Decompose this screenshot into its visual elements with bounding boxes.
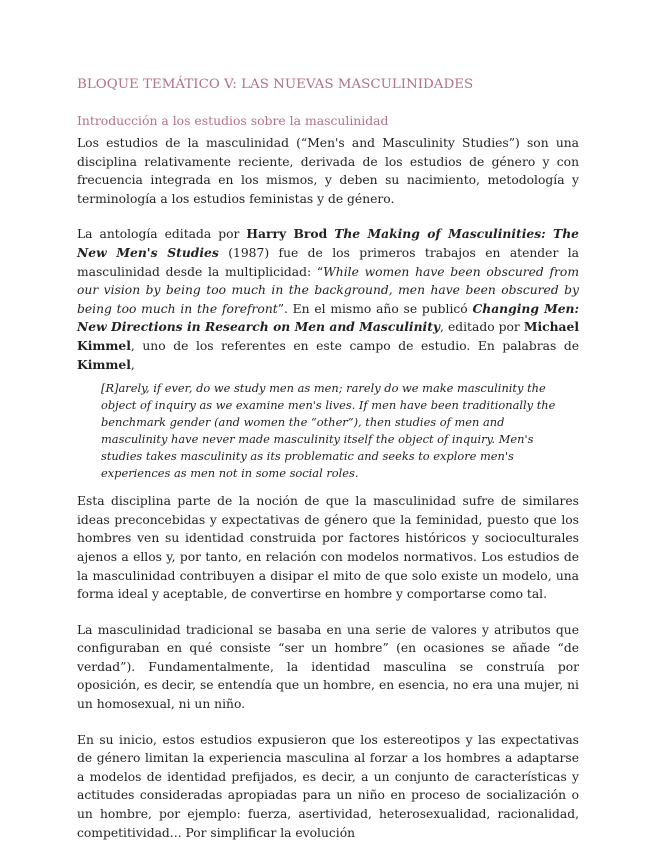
book-title-kimmel: Changing Men: New Directions in Research on Men and Masculinity <box>77 300 579 335</box>
block-quote: [R]arely, if ever, do we study men as men; rarely do we make masculinity the object of inquiry as we examine men's lives. If men have been traditionally the benchmark gender (and women the “other”), then studies of men and masculinity have never made masculinity itself the object of inquiry. Men's studies takes masculinity as its problematic and seeks to explore men's experiences as men not in some social roles. <box>101 381 556 481</box>
section-heading: BLOQUE TEMÁTICO V: LAS NUEVAS MASCULINIDADES <box>77 77 474 92</box>
author-brod: Harry Brod <box>246 226 328 242</box>
text-run: , <box>130 357 135 372</box>
paragraph-anthology <box>77 225 579 374</box>
paragraph-intro: Los estudios de la masculinidad (“Men's and Masculinity Studies”) son una disciplina relativamente reciente, derivada de los estudios de género y con frecuencia integrada en los mismos, y deben su nacimiento, metodología y terminología a los estudios feministas y de género. <box>77 136 579 206</box>
author-kimmel: Michael Kimmel <box>77 319 580 353</box>
text-run: (1987) fue de los primeros trabajos en atender la masculinidad desde la multiplicidad: “ <box>77 245 580 279</box>
paragraph-discipline: Esta disciplina parte de la noción de que la masculinidad sufre de similares ideas preconcebidas y expectativas de género que la feminidad, puesto que los hombres ven su identidad construida por factores históricos y socioculturales ajenos a ellos y, por tanto, en relación con modelos normativos. Los estudios de la masculinidad contribuyen a disipar el mito de que solo existe un modelo, una forma ideal y aceptable, de convertirse en hombre y comportarse como tal. <box>77 494 579 602</box>
section-subheading: Introducción a los estudios sobre la masculinidad <box>77 113 389 128</box>
paragraph-origins: En su inicio, estos estudios expusieron que los estereotipos y las expectativas de género limitan la experiencia masculina al forzar a los hombres a adaptarse a modelos de identidad prefijados, es decir, a un conjunto de características y actitudes consideradas apropiadas para un niño en proceso de socialización o un hombre, por ejemplo: fuerza, asertividad, heterosexualidad, racionalidad, competitividad... Por simplificar la evolución <box>77 732 579 840</box>
author-kimmel-short: Kimmel <box>77 356 131 372</box>
paragraph-traditional: La masculinidad tradicional se basaba en una serie de valores y atributos que configuraban en qué consiste “ser un hombre” (en ocasiones se añade “de verdad”). Fundamentalmente, la identidad masculina se construía por oposición, es decir, se entendía que un hombre, en esencia, no era una mujer, ni un homosexual, ni un niño. <box>77 622 579 712</box>
text-run: La antología editada por <box>77 227 247 242</box>
text-run: , uno de los referentes en este campo de estudio. En palabras de <box>130 338 579 353</box>
text-run: ”. En el mismo año se publicó <box>277 301 473 316</box>
inline-quote: While women have been obscured from our vision by being too much in the background, men have been obscured by being too much in the forefront <box>77 264 579 316</box>
book-title-brod: The Making of Masculinities: The New Men's Studies <box>77 226 579 260</box>
text-run: , editado por <box>440 320 524 335</box>
